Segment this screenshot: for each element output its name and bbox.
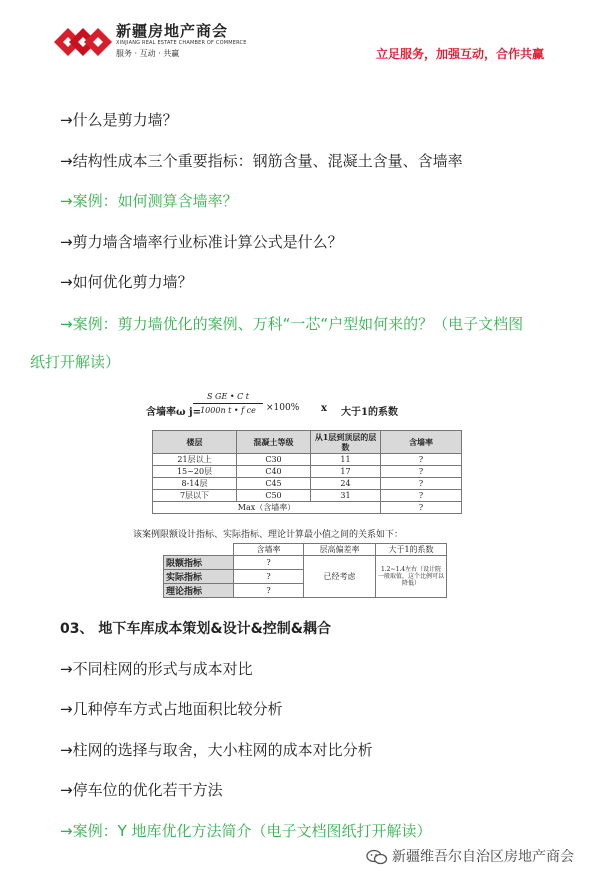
table-cell: ? [234, 570, 304, 584]
org-name: 新疆房地产商会 [116, 22, 229, 40]
text-line: →柱网的选择与取舍，大小柱网的成本对比分析 [60, 741, 373, 759]
text-line: →什么是剪力墙？ [60, 111, 178, 129]
formula-label: 含墙率ω j= [146, 407, 201, 418]
text-line: →结构性成本三个重要指标：钢筋含量、混凝土含量、含墙率 [60, 152, 463, 170]
table-cell: Max（含墙率） [153, 502, 381, 514]
org-tagline: 服务 · 互动 · 共赢 [116, 49, 180, 58]
table-cell: C50 [237, 490, 311, 502]
formula-coefficient: 大于1的系数 [341, 407, 398, 418]
table-cell: ? [381, 490, 462, 502]
footer-watermark [366, 846, 574, 866]
column-header: 大于1的系数 [376, 544, 447, 556]
wall-ratio-formula [146, 392, 466, 422]
wechat-icon [366, 849, 388, 865]
case-line: →案例：剪力墙优化的案例、万科“一芯“户型如何来的？（电子文档图 [60, 315, 524, 333]
column-header: 含墙率 [234, 544, 304, 556]
table-row [153, 466, 462, 478]
table-cell: ? [234, 556, 304, 570]
row-label: 限额指标 [164, 556, 234, 570]
formula-multiply: x [321, 403, 327, 414]
table-cell: 11 [311, 454, 381, 466]
table-row-max [153, 502, 462, 514]
table-cell: C40 [237, 466, 311, 478]
relation-note: 该案例限额设计指标、实际指标、理论计算最小值之间的关系如下： [133, 530, 404, 540]
column-header: 混凝土等级 [237, 431, 311, 454]
text-line: →不同柱网的形式与成本对比 [60, 660, 253, 678]
table-cell: 17 [311, 466, 381, 478]
table-cell: C30 [237, 454, 311, 466]
column-header: 层高偏差率 [304, 544, 376, 556]
table-cell: ? [234, 584, 304, 598]
formula-denominator: 1000n t • f ce [200, 406, 256, 415]
table-cell-merged: 1.2~1.4左右（设计院一般取值，这个比例可以降低） [376, 556, 447, 598]
table-cell: 21层以上 [153, 454, 237, 466]
table-row [153, 490, 462, 502]
table-cell: ? [381, 478, 462, 490]
section-heading: 03、 地下车库成本策划&设计&控制&耦合 [60, 621, 331, 637]
column-header: 从1层到顶层的层数 [311, 431, 381, 454]
table-row [153, 478, 462, 490]
wall-ratio-table [152, 430, 462, 514]
table-row [153, 454, 462, 466]
table-cell: 7层以下 [153, 490, 237, 502]
text-line: →剪力墙含墙率行业标准计算公式是什么？ [60, 233, 343, 251]
table-cell: ? [381, 502, 462, 514]
row-label: 实际指标 [164, 570, 234, 584]
text-line: →几种停车方式占地面积比较分析 [60, 700, 283, 718]
formula-numerator: S GE • C t [193, 392, 263, 404]
indicator-table [163, 543, 447, 598]
case-line: →案例：Y 地库优化方法简介（电子文档图纸打开解读） [60, 822, 432, 840]
table-header-row [153, 431, 462, 454]
watermark-text: 新疆维吾尔自治区房地产商会 [392, 849, 574, 865]
chamber-logo-icon [54, 22, 112, 62]
blank-corner [164, 544, 234, 556]
case-line-continued: 纸打开解读） [30, 353, 121, 371]
table-cell: ? [381, 454, 462, 466]
column-header: 楼层 [153, 431, 237, 454]
text-line: →如何优化剪力墙？ [60, 273, 193, 291]
table-cell: 15~20层 [153, 466, 237, 478]
page-header [0, 0, 611, 80]
formula-percent: ×100% [266, 403, 300, 413]
header-slogan: 立足服务，加强互动，合作共赢 [375, 47, 544, 61]
case-line: →案例：如何测算含墙率？ [60, 192, 238, 210]
formula-fraction [193, 392, 263, 415]
table-cell-merged: 已经考虑 [304, 556, 376, 598]
table-cell: ? [381, 466, 462, 478]
table-header-row [164, 544, 447, 556]
table-cell: C45 [237, 478, 311, 490]
table-cell: 24 [311, 478, 381, 490]
row-label: 理论指标 [164, 584, 234, 598]
text-line: →停车位的优化若干方法 [60, 781, 223, 799]
table-row [164, 556, 447, 570]
table-cell: 8-14层 [153, 478, 237, 490]
table-cell: 31 [311, 490, 381, 502]
org-name-english: XINJIANG REAL ESTATE CHAMBER OF COMMERCE [116, 40, 247, 46]
column-header: 含墙率 [381, 431, 462, 454]
